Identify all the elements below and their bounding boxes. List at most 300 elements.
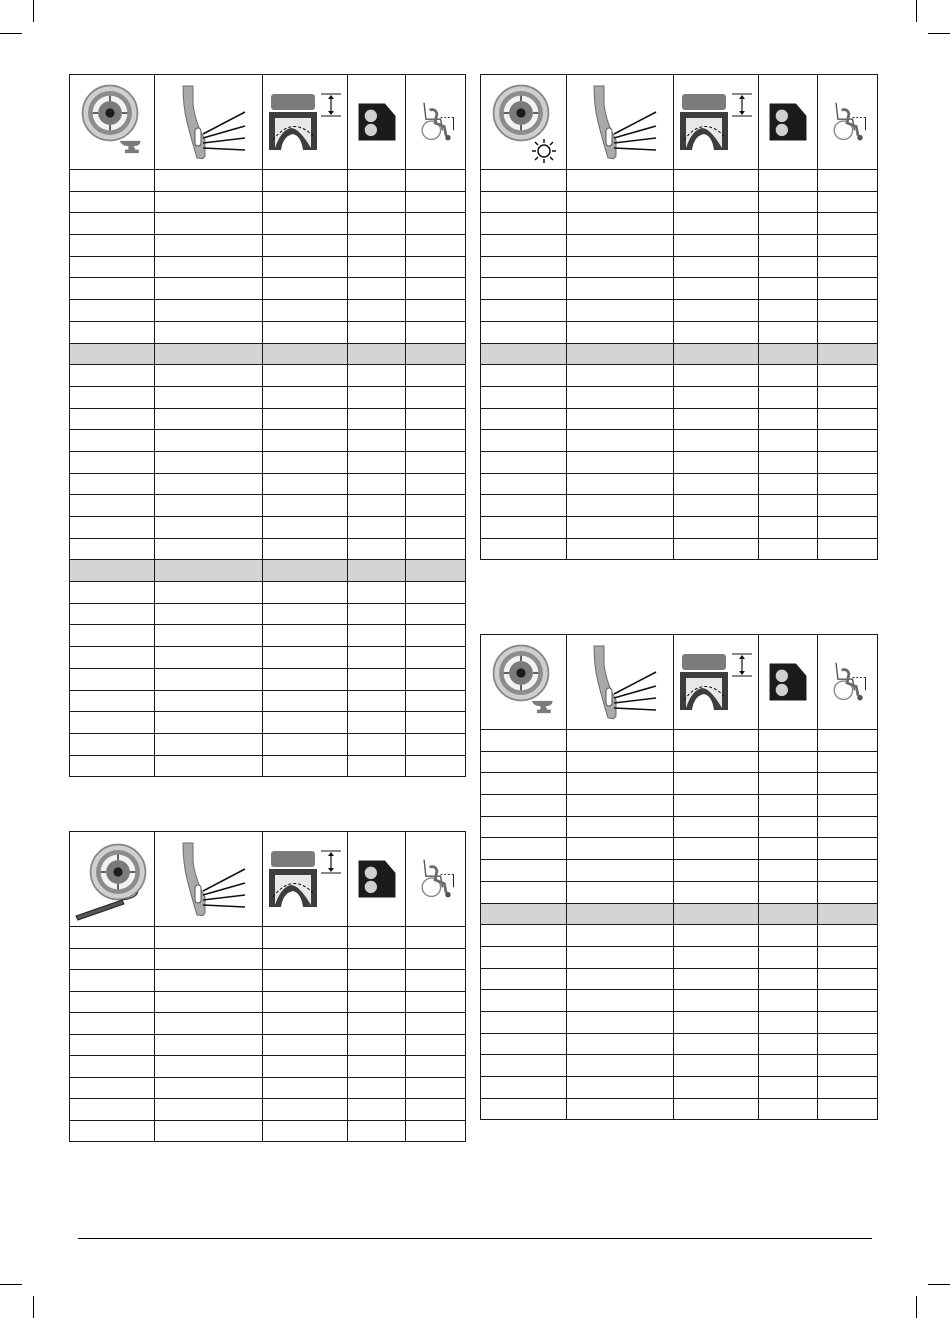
table-cell: [759, 235, 818, 257]
table-cell: [481, 730, 567, 752]
two-dot-panel-icon: [355, 857, 399, 901]
table-row: [70, 1077, 466, 1099]
table-cell: [567, 495, 674, 517]
table-cell: [481, 816, 567, 838]
table-cell: [818, 816, 878, 838]
table-cell: [406, 1099, 466, 1121]
table-cell: [481, 408, 567, 430]
table-cell: [759, 838, 818, 860]
table-cell: [818, 256, 878, 278]
table-cell: [263, 235, 348, 257]
table-cell: [406, 278, 466, 300]
table-row: [481, 408, 878, 430]
table-cell: [348, 948, 406, 970]
table-cell: [481, 517, 567, 539]
table-row: [70, 948, 466, 970]
table-cell: [263, 430, 348, 452]
table-cell: [567, 430, 674, 452]
table-cell: [818, 903, 878, 925]
header-cell-panel: [759, 635, 818, 730]
table-cell: [759, 538, 818, 560]
table-cell: [348, 1099, 406, 1121]
table-row: [481, 517, 878, 539]
wheel-icon: [489, 641, 553, 705]
table-row: [70, 991, 466, 1013]
table-cell: [70, 1013, 155, 1035]
table-cell: [263, 970, 348, 992]
table-cell: [406, 690, 466, 712]
crop-mark: [928, 1284, 950, 1285]
table-cell: [481, 1055, 567, 1077]
table-cell: [348, 1056, 406, 1078]
table-row: [70, 690, 466, 712]
table-cell: [567, 517, 674, 539]
table-cell: [263, 1056, 348, 1078]
table-cell: [759, 321, 818, 343]
table-cell: [406, 386, 466, 408]
table-row: [70, 668, 466, 690]
two-dot-panel-icon: [766, 100, 810, 144]
table-row: [481, 990, 878, 1012]
table-cell: [759, 1011, 818, 1033]
table-cell: [155, 170, 263, 192]
table-cell: [481, 473, 567, 495]
table-cell: [567, 838, 674, 860]
table-cell: [263, 321, 348, 343]
table-cell: [155, 256, 263, 278]
table-cell: [818, 946, 878, 968]
table-cell: [818, 773, 878, 795]
table-cell: [263, 927, 348, 949]
table-cell: [406, 300, 466, 322]
table-cell: [406, 647, 466, 669]
table-cell: [567, 256, 674, 278]
table-cell: [759, 408, 818, 430]
table-cell: [155, 517, 263, 539]
table-cell: [406, 213, 466, 235]
table-cell: [348, 538, 406, 560]
table-cell: [759, 451, 818, 473]
table-row: [481, 838, 878, 860]
table-cell: [406, 970, 466, 992]
table-cell: [70, 1120, 155, 1142]
table-cell: [155, 647, 263, 669]
table-cell: [155, 451, 263, 473]
table-cell: [155, 430, 263, 452]
table-row: [481, 1077, 878, 1099]
table-cell: [70, 690, 155, 712]
table-cell: [674, 235, 759, 257]
table-cell: [481, 773, 567, 795]
table-cell: [674, 538, 759, 560]
table-cell: [406, 191, 466, 213]
table-row: [70, 560, 466, 582]
table-cell: [263, 408, 348, 430]
header-cell-lever: [155, 832, 263, 927]
table-cell: [567, 408, 674, 430]
table-cell: [674, 990, 759, 1012]
table-cell: [818, 1033, 878, 1055]
table-cell: [348, 560, 406, 582]
table-cell: [406, 235, 466, 257]
table-cell: [759, 730, 818, 752]
table-row: [481, 925, 878, 947]
table-cell: [818, 365, 878, 387]
crop-mark: [916, 0, 917, 22]
table-cell: [406, 1013, 466, 1035]
table-cell: [674, 1077, 759, 1099]
table-cell: [481, 213, 567, 235]
table-cell: [567, 343, 674, 365]
table-cell: [263, 948, 348, 970]
table-row: [70, 1056, 466, 1078]
table-cell: [348, 582, 406, 604]
table-cell: [481, 278, 567, 300]
table-cell: [155, 278, 263, 300]
table-cell: [818, 213, 878, 235]
table-row: [70, 321, 466, 343]
table-cell: [759, 860, 818, 882]
table-row: [481, 300, 878, 322]
table-cell: [348, 473, 406, 495]
table-row: [70, 300, 466, 322]
table-cell: [70, 1034, 155, 1056]
table-row: [70, 235, 466, 257]
table-cell: [348, 213, 406, 235]
table-cell: [70, 191, 155, 213]
table-cell: [348, 1077, 406, 1099]
table-cell: [406, 495, 466, 517]
table-cell: [348, 712, 406, 734]
table-cell: [263, 625, 348, 647]
anvil-icon: [118, 139, 144, 155]
table-cell: [818, 881, 878, 903]
table-cell: [348, 733, 406, 755]
table-cell: [155, 213, 263, 235]
table-cell: [674, 473, 759, 495]
table-row: [70, 408, 466, 430]
table-cell: [155, 603, 263, 625]
table-cell: [348, 300, 406, 322]
table-cell: [70, 1077, 155, 1099]
table-cell: [70, 927, 155, 949]
spec-table-t1: [69, 74, 466, 777]
table-cell: [70, 625, 155, 647]
spec-table-t4: [480, 634, 878, 1120]
table-cell: [818, 170, 878, 192]
tire-profile-icon: [265, 849, 345, 909]
table-cell: [674, 517, 759, 539]
table-row: [70, 603, 466, 625]
table-cell: [155, 712, 263, 734]
table-cell: [348, 625, 406, 647]
table-header-row: [481, 635, 878, 730]
table-cell: [406, 733, 466, 755]
table-cell: [567, 235, 674, 257]
table-cell: [567, 451, 674, 473]
table-cell: [481, 1011, 567, 1033]
table-cell: [567, 191, 674, 213]
header-cell-tire: [674, 75, 759, 170]
brake-lever-icon: [580, 642, 660, 722]
table-cell: [70, 1099, 155, 1121]
table-cell: [406, 948, 466, 970]
table-cell: [70, 365, 155, 387]
table-cell: [759, 903, 818, 925]
wheelchair-icon: [825, 659, 871, 705]
crop-mark: [916, 1296, 917, 1318]
table-cell: [70, 408, 155, 430]
table-cell: [348, 321, 406, 343]
table-cell: [155, 1013, 263, 1035]
table-cell: [818, 495, 878, 517]
table-cell: [481, 343, 567, 365]
table-cell: [674, 1098, 759, 1120]
table-cell: [481, 495, 567, 517]
table-cell: [674, 408, 759, 430]
wheelchair-icon: [413, 856, 459, 902]
crop-mark: [0, 1284, 22, 1285]
table-row: [481, 256, 878, 278]
table-cell: [263, 560, 348, 582]
table-cell: [406, 451, 466, 473]
brake-lever-icon: [169, 839, 249, 919]
table-cell: [155, 582, 263, 604]
table-cell: [348, 1013, 406, 1035]
table-cell: [759, 773, 818, 795]
header-cell-chair: [818, 635, 878, 730]
table-cell: [567, 365, 674, 387]
table-row: [481, 773, 878, 795]
table-cell: [567, 773, 674, 795]
table-cell: [70, 170, 155, 192]
table-cell: [70, 300, 155, 322]
header-cell-chair: [406, 75, 466, 170]
table-cell: [481, 365, 567, 387]
table-cell: [348, 755, 406, 777]
table-cell: [818, 451, 878, 473]
table-cell: [567, 300, 674, 322]
table-cell: [70, 582, 155, 604]
table-cell: [759, 343, 818, 365]
table-cell: [481, 386, 567, 408]
table-cell: [818, 751, 878, 773]
table-cell: [759, 170, 818, 192]
table-cell: [818, 517, 878, 539]
table-cell: [759, 990, 818, 1012]
table-cell: [406, 603, 466, 625]
wheelchair-icon: [825, 99, 871, 145]
table-cell: [481, 751, 567, 773]
table-cell: [674, 816, 759, 838]
table-cell: [155, 690, 263, 712]
table-cell: [674, 881, 759, 903]
table-cell: [70, 733, 155, 755]
table-row: [481, 430, 878, 452]
table-cell: [155, 300, 263, 322]
table-cell: [481, 990, 567, 1012]
table-cell: [155, 1120, 263, 1142]
table-cell: [263, 386, 348, 408]
crop-mark: [33, 0, 34, 22]
table-row: [481, 1011, 878, 1033]
pen-icon: [72, 892, 142, 922]
table-cell: [567, 751, 674, 773]
table-cell: [70, 256, 155, 278]
table-cell: [348, 170, 406, 192]
table-cell: [759, 881, 818, 903]
table-cell: [263, 300, 348, 322]
sun-icon: [532, 139, 556, 163]
table-cell: [759, 430, 818, 452]
table-row: [481, 903, 878, 925]
table-row: [70, 1120, 466, 1142]
table-cell: [674, 1011, 759, 1033]
table-cell: [567, 1055, 674, 1077]
table-cell: [759, 213, 818, 235]
header-cell-wheel: [481, 75, 567, 170]
table-cell: [348, 191, 406, 213]
table-cell: [155, 755, 263, 777]
table-cell: [263, 278, 348, 300]
table-cell: [263, 603, 348, 625]
table-cell: [481, 946, 567, 968]
header-cell-lever: [155, 75, 263, 170]
table-cell: [70, 430, 155, 452]
table-cell: [263, 191, 348, 213]
header-cell-panel: [759, 75, 818, 170]
spec-table-t2: [480, 74, 878, 560]
table-cell: [406, 256, 466, 278]
table-row: [481, 730, 878, 752]
table-cell: [567, 968, 674, 990]
table-cell: [406, 321, 466, 343]
table-cell: [70, 321, 155, 343]
table-cell: [759, 816, 818, 838]
table-row: [481, 473, 878, 495]
table-cell: [406, 927, 466, 949]
table-cell: [674, 365, 759, 387]
table-cell: [818, 795, 878, 817]
table-row: [70, 755, 466, 777]
table-cell: [674, 730, 759, 752]
table-cell: [263, 213, 348, 235]
table-cell: [406, 1120, 466, 1142]
table-cell: [759, 1098, 818, 1120]
table-cell: [567, 881, 674, 903]
table-cell: [567, 278, 674, 300]
table-cell: [155, 365, 263, 387]
crop-mark: [0, 33, 22, 34]
table-cell: [348, 430, 406, 452]
table-cell: [155, 386, 263, 408]
table-cell: [155, 1034, 263, 1056]
table-row: [70, 712, 466, 734]
table-cell: [481, 321, 567, 343]
header-cell-wheel: [70, 75, 155, 170]
table-cell: [155, 343, 263, 365]
table-cell: [818, 1055, 878, 1077]
table-header-row: [70, 75, 466, 170]
table-cell: [674, 343, 759, 365]
table-cell: [263, 451, 348, 473]
table-cell: [348, 517, 406, 539]
table-cell: [674, 773, 759, 795]
table-row: [70, 170, 466, 192]
table-cell: [70, 235, 155, 257]
table-row: [481, 191, 878, 213]
table-row: [70, 473, 466, 495]
table-cell: [818, 1011, 878, 1033]
table-cell: [674, 838, 759, 860]
table-cell: [70, 603, 155, 625]
table-row: [70, 970, 466, 992]
table-cell: [263, 1077, 348, 1099]
table-cell: [406, 343, 466, 365]
header-cell-panel: [348, 75, 406, 170]
table-cell: [70, 755, 155, 777]
table-cell: [759, 925, 818, 947]
table-cell: [263, 1120, 348, 1142]
table-cell: [406, 991, 466, 1013]
table-cell: [263, 495, 348, 517]
table-cell: [818, 278, 878, 300]
table-cell: [674, 278, 759, 300]
table-cell: [348, 343, 406, 365]
table-cell: [481, 968, 567, 990]
table-row: [70, 625, 466, 647]
table-cell: [567, 170, 674, 192]
table-row: [481, 213, 878, 235]
table-cell: [263, 1034, 348, 1056]
table-row: [481, 946, 878, 968]
table-cell: [567, 1098, 674, 1120]
table-cell: [406, 1077, 466, 1099]
table-cell: [674, 321, 759, 343]
brake-lever-icon: [580, 82, 660, 162]
table-row: [481, 343, 878, 365]
table-cell: [348, 647, 406, 669]
table-cell: [674, 751, 759, 773]
table-cell: [155, 991, 263, 1013]
table-cell: [567, 990, 674, 1012]
table-cell: [567, 386, 674, 408]
table-cell: [406, 517, 466, 539]
table-row: [481, 816, 878, 838]
table-cell: [348, 1120, 406, 1142]
table-cell: [818, 925, 878, 947]
two-dot-panel-icon: [355, 100, 399, 144]
table-cell: [481, 170, 567, 192]
table-row: [481, 751, 878, 773]
table-cell: [406, 560, 466, 582]
header-cell-lever: [567, 635, 674, 730]
table-row: [70, 927, 466, 949]
table-cell: [481, 881, 567, 903]
tire-profile-icon: [676, 92, 756, 152]
table-row: [481, 860, 878, 882]
table-cell: [70, 560, 155, 582]
table-cell: [263, 668, 348, 690]
table-row: [70, 451, 466, 473]
table-row: [481, 321, 878, 343]
table-cell: [406, 365, 466, 387]
table-cell: [263, 1099, 348, 1121]
table-cell: [348, 451, 406, 473]
table-cell: [348, 408, 406, 430]
table-cell: [674, 386, 759, 408]
header-cell-lever: [567, 75, 674, 170]
